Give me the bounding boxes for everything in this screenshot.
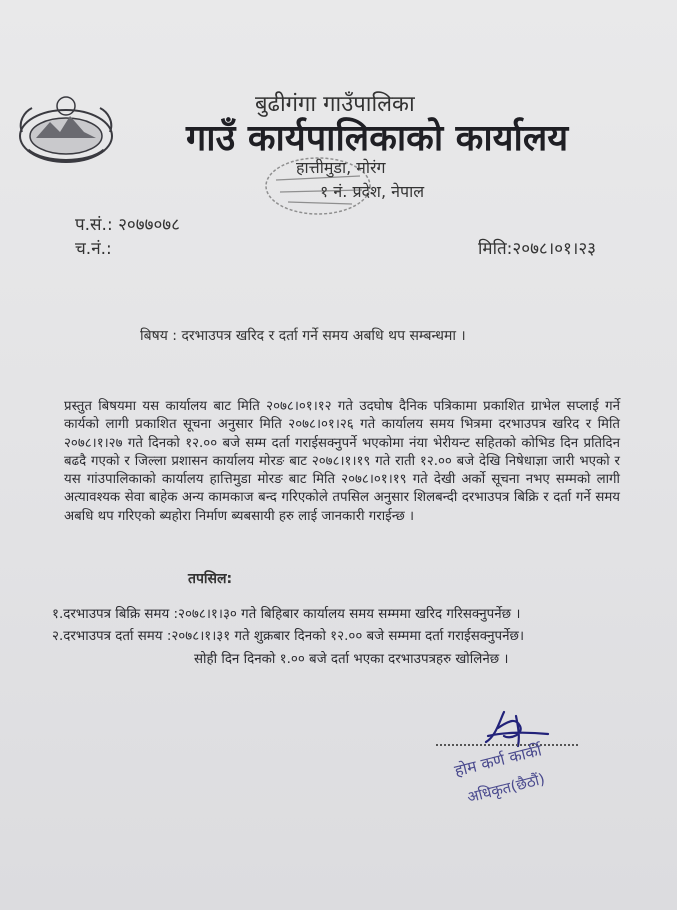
details-heading: तपसिल:	[188, 571, 233, 587]
address-line-1: हात्तीमुडा, मोरंग	[296, 158, 386, 177]
address-line-2: १ नं. प्रदेश, नेपाल	[320, 182, 425, 201]
body-paragraph: प्रस्तुत बिषयमा यस कार्यालय बाट मिति २०७८।०१।१२ गते उदघोष दैनिक पत्रिकामा प्रकाशित ग्राभेल सप्लाई गर्ने कार्यको लागी प्रकाशित सूचना अनुसार मिति २०७८।०१।२६ गते कार्यालय समय भित्रमा दरभाउपत्र खरिद र मिति २०७८।१।२७ गते दिनको १२.०० बजे सम्म दर्ता गराईसक्नुपर्ने भएकोमा नंया भेरीयन्ट सहितको कोभिड दिन प्रतिदिन बढदै गएको र जिल्ला प्रशासन कार्यालय मोरङ बाट २०७८।१।१९ गते राती १२.०० बजे देखि निषेधाज्ञा जारी भएको र यस गांउपालिकाको कार्यालय हात्तिमुडा मोरङ बाट मिति २०७८।०१।१९ गते देखी अर्को सूचना नभए सम्मको लागी अत्यावश्यक सेवा बाहेक अन्य कामकाज बन्द गरिएकोले तपसिल अनुसार शिलबन्दी दरभाउपत्र बिक्रि र दर्ता गर्ने समय अबधि थप गरिएको ब्यहोरा निर्माण ब्यबसायी हरु लाई जानकारी गराईन्छ ।	[64, 399, 620, 524]
municipality-name: बुढीगंगा गाउँपालिका	[255, 92, 415, 117]
detail-item-2: २.दरभाउपत्र दर्ता समय :२०७८।१।३१ गते शुक्रबार दिनको १२.०० बजे सम्ममा दर्ता गराईसक्नुपर्नेछ।	[52, 629, 525, 644]
nepal-government-emblem-icon	[14, 92, 118, 168]
letter-date: मिति:२०७८।०१।२३	[478, 239, 596, 259]
signatory-name: होम कर्ण कार्की	[452, 740, 544, 781]
detail-item-3: सोही दिन दिनको १.०० बजे दर्ता भएका दरभाउपत्रहरु खोलिनेछ ।	[194, 652, 509, 667]
signatory-title: अधिकृत(छैठौं)	[465, 769, 547, 807]
dispatch-number: च.नं.:	[75, 239, 112, 259]
office-stamp	[262, 150, 382, 220]
detail-item-1: १.दरभाउपत्र बिक्रि समय :२०७८।१।३० गते बिहिबार कार्यालय समय सम्ममा खरिद गरिसक्नुपर्नेछ ।	[52, 607, 521, 622]
letter-number: प.सं.: २०७७०७८	[75, 215, 180, 235]
office-title: गाउँ कार्यपालिकाको कार्यालय	[186, 118, 569, 159]
subject-line: बिषय : दरभाउपत्र खरिद र दर्ता गर्ने समय अबधि थप सम्बन्धमा ।	[140, 328, 466, 344]
